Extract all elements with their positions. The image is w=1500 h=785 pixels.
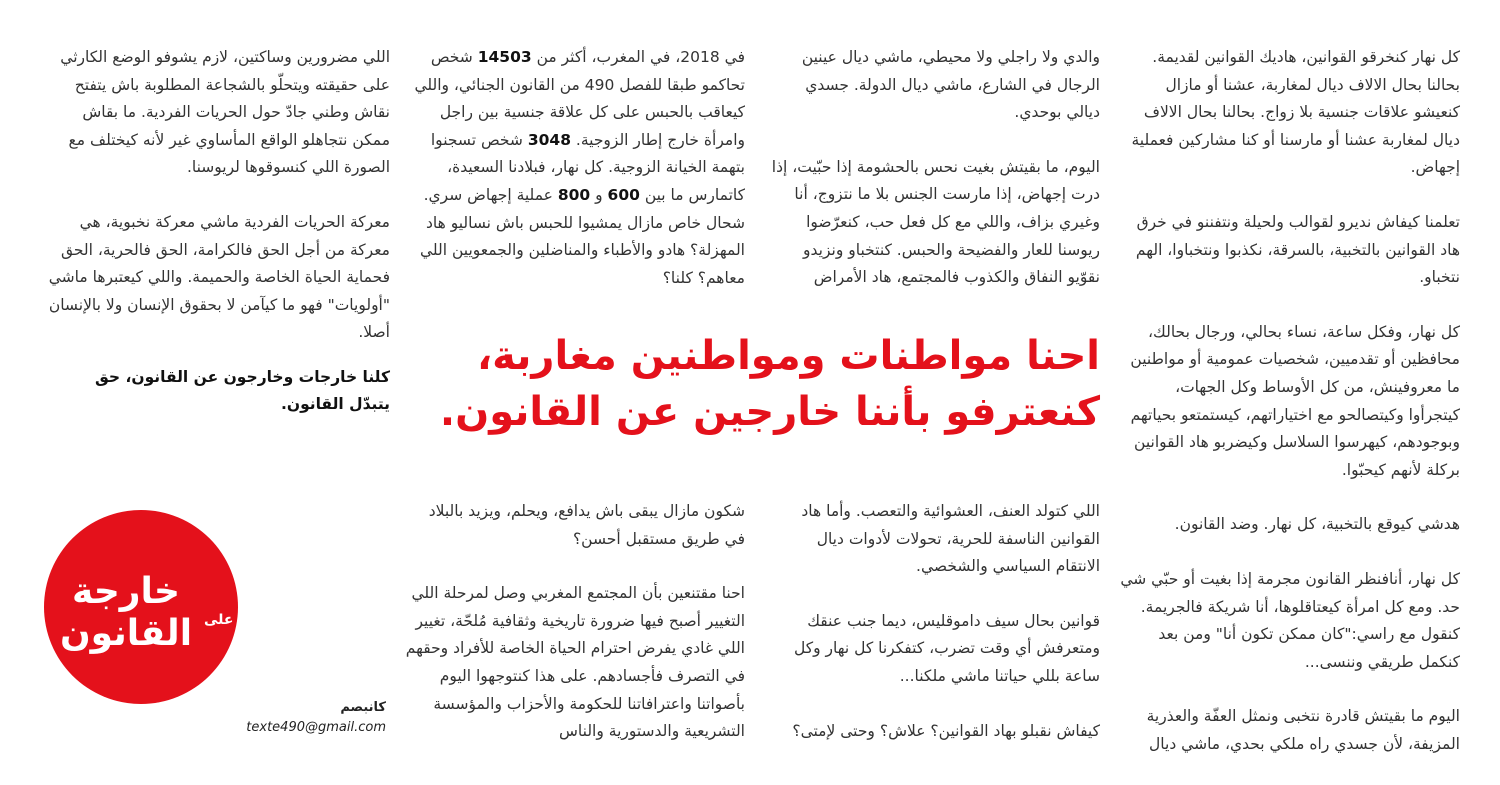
paragraph: اللي مضرورين وساكتين، لازم يشوفو الوضع الكارثي على حقيقته ويتحلّو بالشجاعة المطلوبة باش يتفتح نقاش وطني جادّ حول الحريات الفردية. ما بقاش ممكن نتجاهلو الواقع المأساوي غير لأنه كيختلف مع الصورة اللي كنسوقوها لريوسنا. — [60, 48, 390, 177]
article-column-3-lower — [405, 498, 745, 773]
callout-line-1: كلنا خارجات وخارجون عن القانون، حق — [94, 368, 390, 386]
paragraph-with-statistics: في 2018، في المغرب، أكثر من 14503 شخص تحاكمو طبقا للفصل 490 من القانون الجنائي، واللي كيعاقب بالحبس على كل علاقة جنسية بين راجل وامرأة خارج إطار الزوجية. 3048 شخص تسجنوا بتهمة الخيانة الزوجية. كل نهار، فبلادنا السعيدة، كاتمارس ما بين 600 و 800 عملية إجهاض سري. شحال خاص مازال يمشيوا للحبس باش نساليو هاد المهزلة؟ هادو والأطباء والمناضلين والجمعويين اللي معاهم؟ كلنا؟ — [414, 48, 745, 287]
paragraph: كل نهار، وفكل ساعة، نساء بحالي، ورجال بحالك، محافظين أو تقدميين، شخصيات عمومية أو مواطنين ما معروفينش، من كل الأوساط وكل الجهات، كيتجرأوا وكيتصالحو مع اختياراتهم، كيستمتعو بحياتهم وبوجودهم، كيهرسوا السلاسل وكيضربو هاد القوانين بركلة لأنهم كيحبّوا. — [1130, 322, 1460, 479]
paragraph: اليوم، ما بقيتش بغيت نحس بالحشومة إذا حبّيت، إذا درت إجهاض، إذا مارست الجنس بلا ما نتزوج، أنا وغيري بزاف، واللي مع كل فعل حب، كنعرّضوا ريوسنا للعار والفضيحة والحبس. كنتخباو ونزيدو نقوّيو النفاق والكذوب فالمجتمع، هاد الأمراض — [771, 157, 1100, 287]
callout-line-2: يتبدّل القانون. — [280, 395, 390, 413]
headline-line-1: احنا مواطنات ومواطنين مغاربة، — [476, 333, 1100, 379]
contact-email[interactable]: texte490@gmail.com — [246, 720, 386, 735]
paragraph: كيفاش نقبلو بهاد القوانين؟ علاش؟ وحتى لإمتى؟ — [792, 721, 1100, 740]
headline — [400, 328, 1100, 440]
paragraph: تعلمنا كيفاش نديرو لقوالب ولحيلة ونتفننو في خرق هاد القوانين بالتخبية، بالسرقة، نكذبوا ونتخباوا، الهم نتخباو. — [1135, 212, 1460, 287]
paragraph: والدي ولا راجلي ولا محيطي، ماشي ديال عينين الرجال في الشارع، ماشي ديال الدولة. جسدي ديالي بوحدي. — [801, 48, 1100, 122]
paragraph: شكون مازال يبقى باش يدافع، ويحلم، ويزيد بالبلاد في طريق مستقبل أحسن؟ — [428, 502, 745, 548]
logo-line-1: خارجة — [72, 571, 180, 612]
paragraph: معركة الحريات الفردية ماشي معركة نخبوية، هي معركة من أجل الحق فالكرامة، الحق فالحرية، الحق فحماية الحياة الخاصة والحميمة. واللي كيعتبرها ماشي "أولويات" فهو ما كيآمن لا بحقوق الإنسان ولا بالإنسان أصلا. — [48, 212, 390, 342]
paragraph: كل نهار كنخرقو القوانين، هاديك القوانين لقديمة. بحالنا بحال الالاف ديال لمغاربة، عشنا أو مازال كنعيشو علاقات جنسية بلا زواج. بحالنا بحال الالاف ديال لمغاربة عشنا أو مارسنا أو كنا مشاركين فعملية إجهاض. — [1131, 48, 1460, 177]
paragraph: احنا مقتنعين بأن المجتمع المغربي وصل لمرحلة اللي التغيير أصبح فيها ضرورة تاريخية وثقافية مُلحّة، تغيير اللي غادي يفرض احترام الحياة الخاصة للأفراد وحقهم في التصرف فأجسادهم. على هذا كنتوجهوا اليوم بأصواتنا واعترافاتنا للحكومة والأحزاب والمؤسسة التشريعية والدستورية والناس — [405, 584, 745, 741]
headline-line-2: كنعترفو بأننا خارجين عن القانون. — [439, 389, 1100, 435]
paragraph: هدشي كيوقع بالتخبية، كل نهار. وضد القانون. — [1174, 515, 1460, 534]
paragraph: قوانين بحال سيف داموقليس، ديما جنب عنقك ومتعرفش أي وقت تضرب، كتفكرنا كل نهار وكل ساعة بللي حياتنا ماشي ملكنا... — [793, 611, 1100, 685]
campaign-logo — [44, 510, 238, 704]
paragraph: اليوم ما بقيتش قادرة نتخبى ونمثل العفّة والعذرية المزيفة، لأن جسدي راه ملكي بحدي، ماشي ديال — [1146, 707, 1460, 753]
paragraph: اللي كتولد العنف، العشوائية والتعصب. وأما هاد القوانين الناسفة للحرية، تحولات لأدوات ديال الانتقام السياسي والشخصي. — [801, 502, 1100, 576]
article-column-3 — [405, 44, 745, 319]
logo-line-2: القانون — [59, 613, 193, 654]
signature-block — [240, 698, 386, 738]
article-column-1 — [1120, 44, 1460, 785]
callout-quote — [40, 364, 390, 418]
article-column-2 — [770, 44, 1100, 319]
signature-label: كانبصم — [340, 700, 386, 715]
paragraph: كل نهار، أنافنظر القانون مجرمة إذا بغيت أو حبّي شي حد. ومع كل امرأة كيعتاقلوها، أنا شريكة فالجريمة. كنقول مع راسي:"كان ممكن تكون أنا" ومن بعد كنكمل طريقي وننسى... — [1120, 569, 1460, 671]
logo-small-word: على — [204, 612, 234, 628]
article-column-4 — [40, 44, 390, 374]
article-column-2-lower — [770, 498, 1100, 772]
